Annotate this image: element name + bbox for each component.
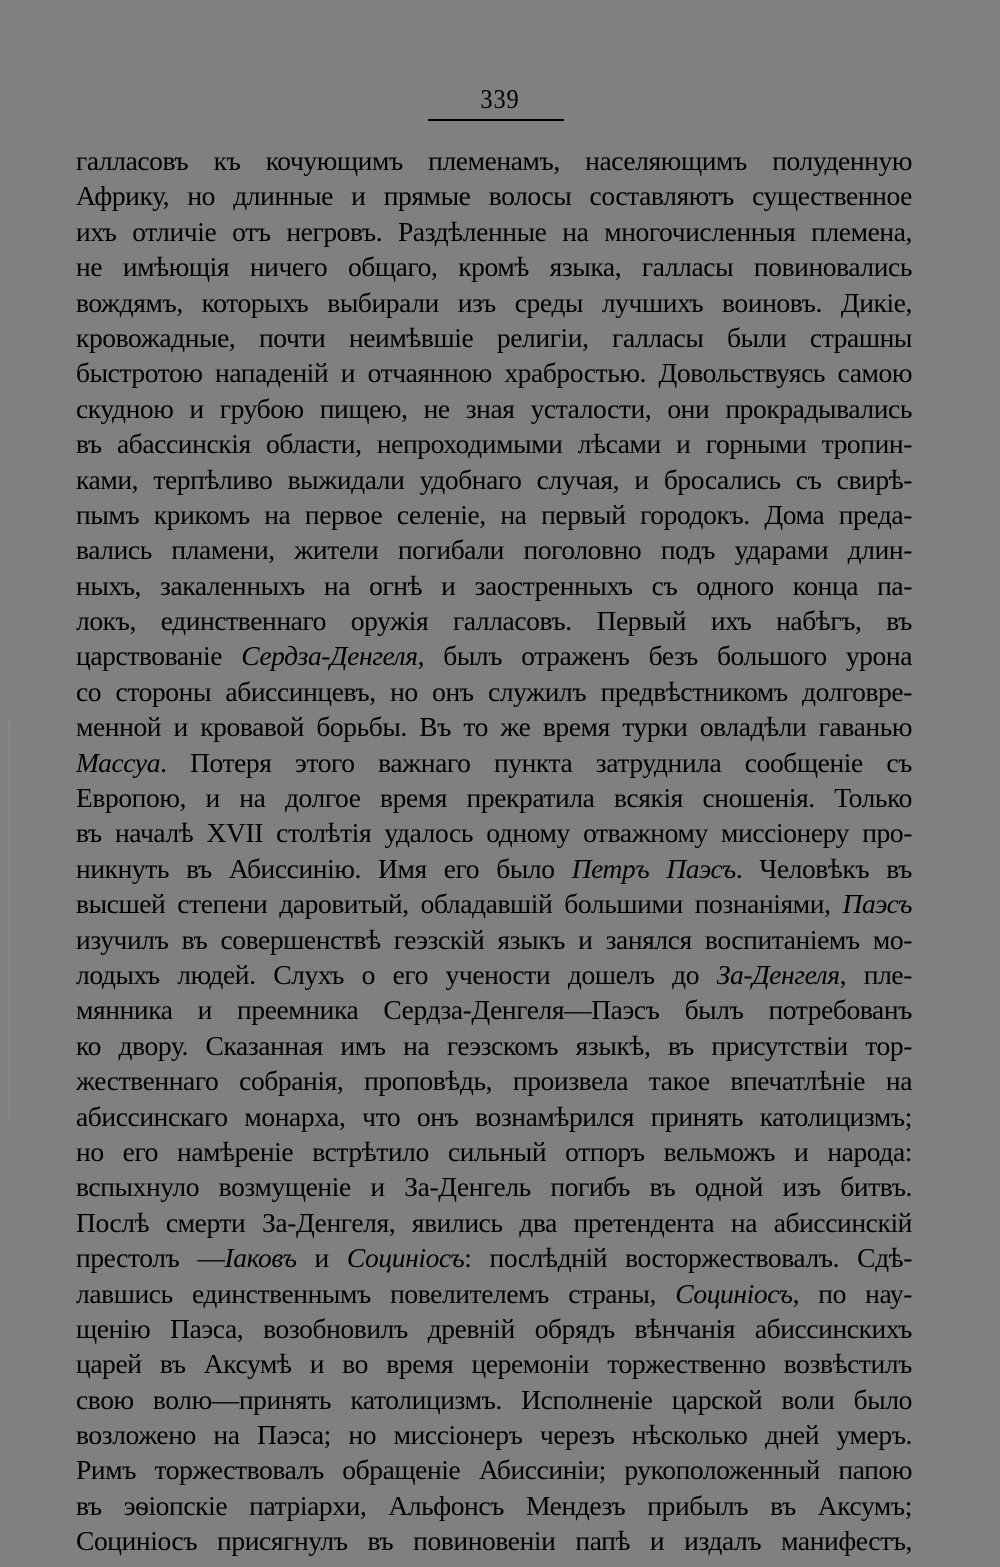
- text-segment: возложено на Паэса; но миссіонеръ черезъ нѣсколько дней умеръ.: [76, 1419, 912, 1451]
- text-line: [76, 1417, 912, 1452]
- text-segment: вождямъ, которыхъ выбирали изъ среды лучшихъ воиновъ. Дикіе,: [76, 286, 912, 318]
- text-segment: въ началѣ XVII столѣтія удалось одному отважному миссіонеру про-: [76, 817, 912, 849]
- text-segment: изучилъ въ совершенствѣ геэзскій языкъ и занялся воспитаніемъ мо-: [76, 923, 912, 955]
- text-line: [76, 178, 912, 213]
- text-line: [76, 1382, 912, 1417]
- page-number-rule: [428, 119, 564, 121]
- italic-name: Петръ Паэсъ: [571, 852, 736, 884]
- text-line: [76, 709, 912, 744]
- text-line: [76, 674, 912, 709]
- italic-name: За-Денгеля: [716, 958, 840, 990]
- text-segment: , былъ отраженъ безъ большого урона: [417, 640, 912, 672]
- text-line: [76, 1240, 912, 1275]
- text-line: [76, 886, 912, 921]
- text-line: [76, 851, 912, 886]
- text-segment: менной и кровавой борьбы. Въ то же время турки овладѣли гаванью: [76, 711, 912, 743]
- text-segment: жественнаго собранія, проповѣдь, произвела такое впечатлѣніе на: [76, 1065, 912, 1097]
- text-line: [76, 426, 912, 461]
- text-line: [76, 992, 912, 1027]
- text-segment: мянника и преемника Сердза-Денгеля—Паэсъ былъ потребованъ: [76, 994, 912, 1026]
- text-line: [76, 815, 912, 850]
- text-segment: : послѣдній восторжествовалъ. Сдѣ-: [464, 1242, 912, 1274]
- text-line: [76, 745, 912, 780]
- text-line: [76, 1276, 912, 1311]
- text-line: [76, 1169, 912, 1204]
- text-segment: царствованіе: [76, 640, 242, 672]
- text-segment: Послѣ смерти За-Денгеля, явились два претендента на абиссинскій: [76, 1206, 912, 1238]
- text-line: [76, 462, 912, 497]
- text-line: [76, 1488, 912, 1523]
- text-line: [76, 780, 912, 815]
- text-segment: . Человѣкъ въ: [735, 852, 912, 884]
- text-segment: и: [296, 1242, 347, 1274]
- text-line: [76, 1028, 912, 1063]
- text-line: [76, 249, 912, 284]
- text-segment: не имѣющія ничего общаго, кромѣ языка, галласы повиновались: [76, 251, 912, 283]
- text-segment: . Потеря этого важнаго пункта затруднила сообщеніе съ: [160, 746, 912, 778]
- text-segment: царей въ Аксумѣ и во время церемоніи торжественно возвѣстилъ: [76, 1348, 912, 1380]
- text-segment: въ абассинскія области, непроходимыми лѣсами и горными тропин-: [76, 428, 912, 460]
- text-segment: ками, терпѣливо выжидали удобнаго случая, и бросались съ свирѣ-: [76, 463, 912, 495]
- text-segment: щенію Паэса, возобновилъ древній обрядъ вѣнчанія абиссинскихъ: [76, 1312, 912, 1344]
- text-segment: свою волю—принять католицизмъ. Исполненіе царской воли было: [76, 1383, 912, 1415]
- text-line: [76, 497, 912, 532]
- text-line: [76, 1063, 912, 1098]
- text-segment: ныхъ, закаленныхъ на огнѣ и заостренныхъ съ одного конца па-: [76, 569, 912, 601]
- italic-name: Социніосъ: [346, 1242, 465, 1274]
- body-text: [76, 143, 912, 1559]
- text-segment: , пле-: [839, 958, 912, 990]
- text-line: [76, 1452, 912, 1487]
- text-line: [76, 143, 912, 178]
- text-line: [76, 1346, 912, 1381]
- text-segment: локъ, единственнаго оружія галласовъ. Первый ихъ набѣгъ, въ: [76, 605, 912, 637]
- text-segment: быстротою нападеній и отчаянною храбростью. Довольствуясь самою: [76, 357, 912, 389]
- text-segment: ихъ отличіе отъ негровъ. Раздѣленные на многочисленныя племена,: [76, 215, 912, 247]
- text-segment: со стороны абиссинцевъ, но онъ служилъ предвѣстникомъ долговре-: [76, 675, 912, 707]
- italic-name: Паэсъ: [842, 888, 912, 920]
- text-line: [76, 922, 912, 957]
- text-line: [76, 568, 912, 603]
- text-segment: галласовъ къ кочующимъ племенамъ, населяющимъ полуденную: [76, 145, 912, 176]
- text-line: [76, 638, 912, 673]
- italic-name: Іаковъ: [224, 1242, 297, 1274]
- text-segment: Социніосъ присягнулъ въ повиновеніи папѣ и издалъ манифестъ,: [76, 1525, 912, 1557]
- text-segment: пымъ крикомъ на первое селеніе, на первый городокъ. Дома преда-: [76, 498, 912, 530]
- text-segment: но его намѣреніе встрѣтило сильный отпоръ вельможъ и народа:: [76, 1135, 912, 1167]
- text-segment: ко двору. Сказанная имъ на геэзскомъ языкѣ, въ присутствіи тор-: [76, 1029, 912, 1061]
- text-segment: Африку, но длинные и прямые волосы составляютъ существенное: [76, 180, 912, 212]
- text-segment: , по нау-: [792, 1277, 912, 1309]
- text-segment: вспыхнуло возмущеніе и За-Денгель погибъ въ одной изъ битвъ.: [76, 1171, 912, 1203]
- text-segment: Европою, и на долгое время прекратила всякія сношенія. Только: [76, 782, 912, 814]
- text-line: [76, 603, 912, 638]
- margin-dots: [9, 720, 10, 1120]
- text-segment: престолъ —: [76, 1242, 225, 1274]
- text-line: [76, 1134, 912, 1169]
- text-segment: кровожадные, почти неимѣвшіе религіи, галласы были страшны: [76, 321, 912, 353]
- text-line: [76, 957, 912, 992]
- text-line: [76, 320, 912, 355]
- text-line: [76, 214, 912, 249]
- text-segment: лавшись единственнымъ повелителемъ страны,: [76, 1277, 676, 1309]
- italic-name: Сердза-Денгеля: [241, 640, 418, 672]
- text-line: [76, 1205, 912, 1240]
- text-segment: абиссинскаго монарха, что онъ вознамѣрился принять католицизмъ;: [76, 1100, 912, 1132]
- text-line: [76, 1523, 912, 1558]
- text-segment: скудною и грубою пищею, не зная усталости, они прокрадывались: [76, 392, 912, 424]
- text-segment: Римъ торжествовалъ обращеніе Абиссиніи; рукоположенный папою: [76, 1454, 912, 1486]
- text-segment: лодыхъ людей. Слухъ о его учености дошелъ до: [76, 958, 717, 990]
- text-line: [76, 391, 912, 426]
- page-number: 339: [480, 84, 520, 114]
- text-line: [76, 355, 912, 390]
- text-segment: никнуть въ Абиссинію. Имя его было: [76, 852, 572, 884]
- text-segment: вались пламени, жители погибали поголовно подъ ударами длин-: [76, 534, 912, 566]
- text-segment: высшей степени даровитый, обладавшій большими познаніями,: [76, 888, 843, 920]
- text-segment: въ эѳіопскіе патріархи, Альфонсъ Мендезъ прибылъ въ Аксумъ;: [76, 1489, 912, 1521]
- italic-name: Социніосъ: [675, 1277, 793, 1309]
- italic-name: Массуа: [76, 746, 161, 778]
- text-line: [76, 532, 912, 567]
- text-line: [76, 1099, 912, 1134]
- text-line: [76, 1311, 912, 1346]
- text-line: [76, 285, 912, 320]
